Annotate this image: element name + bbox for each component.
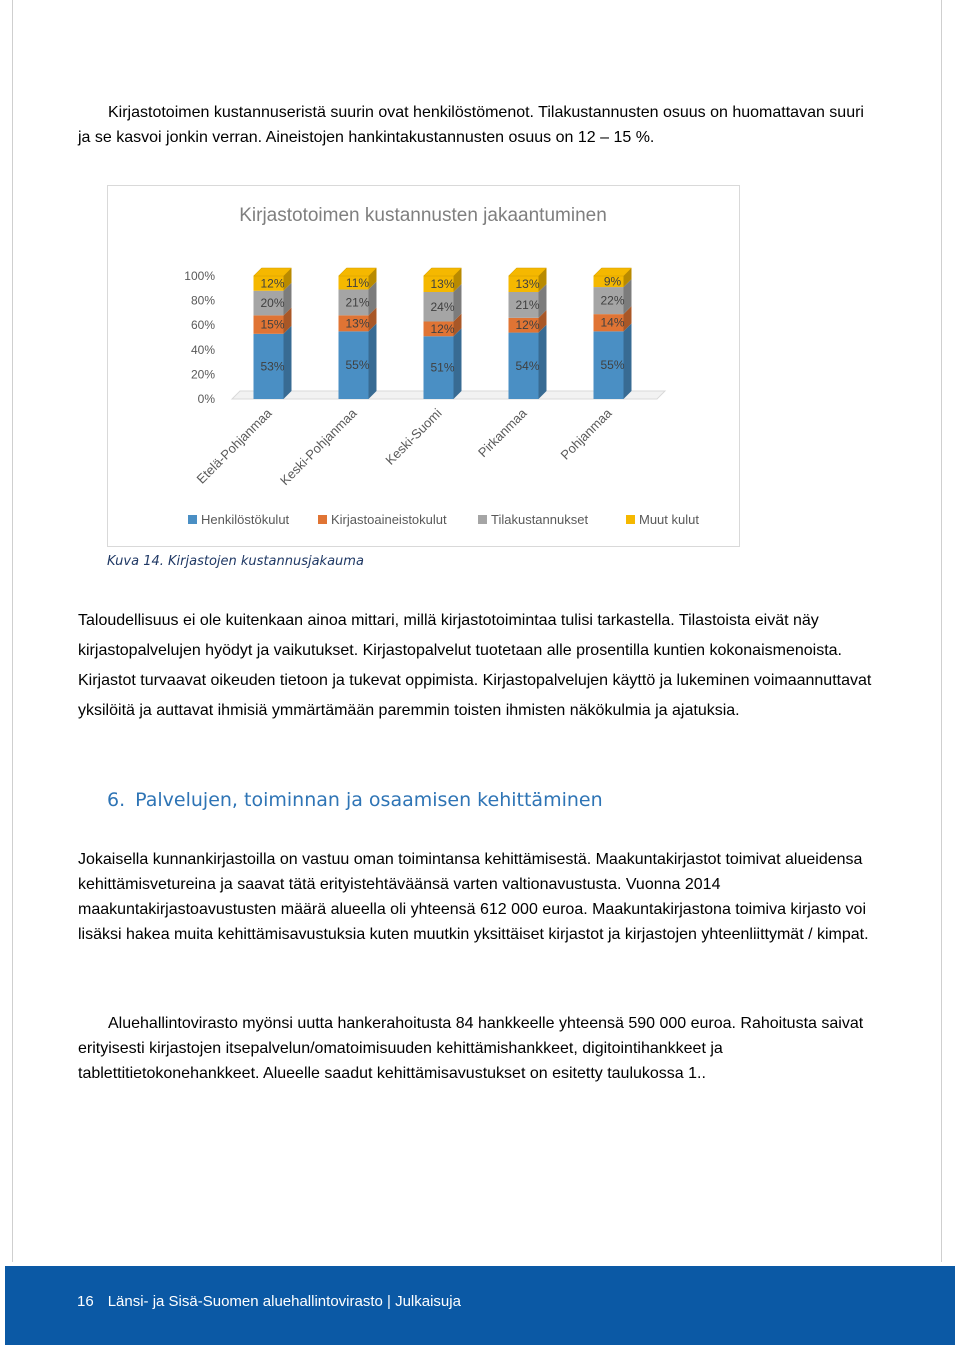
data-label: 24% (430, 299, 455, 314)
section-title: Palvelujen, toiminnan ja osaamisen kehittäminen (135, 789, 603, 811)
legend-swatch (318, 515, 327, 524)
body-paragraph-funding: Aluehallintovirasto myönsi uutta hankerahoitusta 84 hankkeelle yhteensä 590 000 euroa. Rahoitusta saivat erityisesti kirjastojen itsepalvelun/omatoimisuuden kehittämishankkeet, digitointihankkeet ja tablettitietokonehankkeet. Alueelle saadut kehittämisavustukset on esitetty taulukossa 1.. (78, 1015, 864, 1082)
data-label: 20% (260, 296, 285, 311)
data-label: 13% (345, 316, 370, 331)
publisher-name: Länsi- ja Sisä-Suomen aluehallintovirasto | Julkaisuja (107, 1293, 461, 1310)
bar-segment-side (624, 323, 632, 399)
data-label: 12% (430, 321, 455, 336)
y-tick-label: 80% (190, 293, 215, 308)
data-label: 11% (345, 275, 370, 290)
page-number: 16 (77, 1293, 94, 1310)
page-footer (5, 1266, 955, 1345)
bar-segment-side (454, 328, 462, 399)
figure-caption: Kuva 14. Kirjastojen kustannusjakauma (107, 554, 364, 569)
legend-label: Tilakustannukset (491, 512, 589, 527)
legend-swatch (188, 515, 197, 524)
category-label: Keski-Pohjanmaa (276, 405, 360, 489)
y-tick-label: 20% (190, 367, 215, 382)
data-label: 12% (260, 276, 285, 291)
legend-label: Henkilöstökulut (201, 512, 290, 527)
data-label: 15% (260, 317, 285, 332)
data-label: 9% (603, 274, 622, 289)
y-tick-label: 40% (190, 342, 215, 357)
legend-swatch (626, 515, 635, 524)
bar-segment-side (284, 326, 292, 399)
data-label: 54% (515, 358, 540, 373)
data-label: 13% (430, 276, 455, 291)
category-label: Etelä-Pohjanmaa (193, 405, 275, 487)
data-label: 55% (600, 358, 625, 373)
data-label: 14% (600, 315, 625, 330)
chart-canvas (108, 186, 739, 546)
y-tick-label: 0% (197, 392, 215, 406)
data-label: 55% (345, 358, 370, 373)
bar-segment-side (369, 323, 377, 399)
category-label: Pohjanmaa (557, 405, 615, 463)
legend-swatch (478, 515, 487, 524)
cost-distribution-chart (107, 185, 740, 547)
data-label: 51% (430, 360, 455, 375)
body-paragraph-economy: Taloudellisuus ei ole kuitenkaan ainoa mittari, millä kirjastotoimintaa tulisi tarkastella. Tilastoista eivät näy kirjastopalvelujen hyödyt ja vaikutukset. Kirjastopalvelut tuotetaan alle prosentilla kuntien kokonaismenoista. Kirjastot turvaavat oikeuden tietoon ja tukevat oppimista. Kirjastopalvelujen käyttö ja lukeminen voimaannuttavat yksilöitä ja auttavat ihmisiä ymmärtämään paremmin toisten ihmisten näkökulmia ja ajatuksia. (78, 612, 872, 719)
body-paragraph-development: Jokaisella kunnankirjastoilla on vastuu oman toimintansa kehittämisestä. Maakuntakirjastot toimivat alueidensa kehittämisvetureina ja saavat tätä erityistehtäväänsä varten valtionavustusta. Vuonna 2014 maakuntakirjastoavustusten määrä alueella oli yhteensä 612 000 euroa. Maakuntakirjastona toimiva kirjasto voi lisäksi hakea muita kehittämisavustuksia kuten muutkin yksittäiset kirjastot ja kirjastojen yhteenliittymät / kimpat. (78, 851, 869, 943)
legend-label: Kirjastoaineistokulut (331, 512, 447, 527)
category-label: Keski-Suomi (382, 405, 445, 468)
data-label: 21% (515, 297, 540, 312)
section-number: 6. (107, 789, 126, 811)
footer-text (77, 1293, 461, 1310)
data-label: 53% (260, 359, 285, 374)
section-heading (107, 789, 603, 811)
data-label: 21% (345, 295, 370, 310)
intro-paragraph: Kirjastotoimen kustannuseristä suurin ovat henkilöstömenot. Tilakustannusten osuus on huomattavan suuri ja se kasvoi jonkin verran. Aineistojen hankintakustannusten osuus on 12 – 15 %. (78, 104, 864, 146)
y-tick-label: 60% (190, 318, 215, 333)
bar-segment-side (539, 325, 547, 399)
legend-label: Muut kulut (639, 512, 699, 527)
data-label: 12% (515, 318, 540, 333)
data-label: 22% (600, 293, 625, 308)
page-edge-left (12, 0, 13, 1262)
chart-title: Kirjastotoimen kustannusten jakaantuminen (239, 205, 607, 226)
data-label: 13% (515, 276, 540, 291)
y-tick-label: 100% (184, 269, 215, 283)
category-label: Pirkanmaa (475, 405, 530, 461)
page-edge-right (941, 0, 942, 1262)
